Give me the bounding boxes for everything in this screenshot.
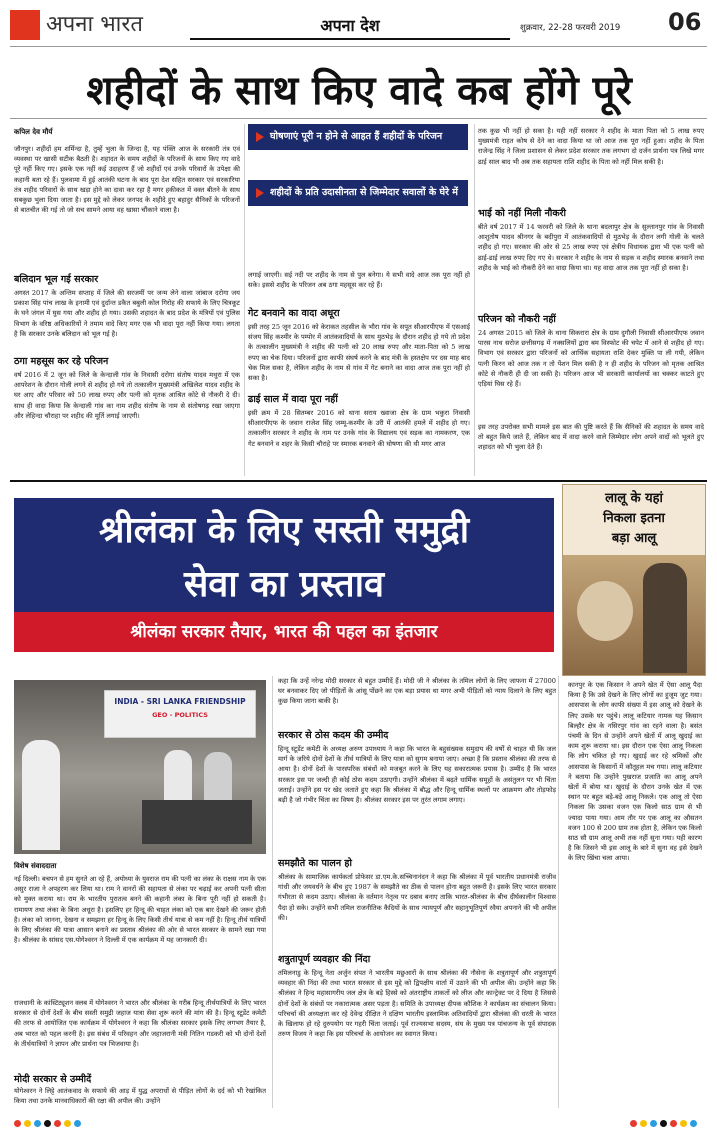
color-dot [660,1120,667,1127]
main-col1-subhead2: ठगा महसूस कर रहे परिजन [14,356,109,367]
color-dot [690,1120,697,1127]
footer-color-dots-right [630,1112,700,1120]
main-col1-subhead1: बलिदान भूल गई सरकार [14,274,99,285]
srilanka-headline-line2: सेवा का प्रस्ताव [183,564,385,605]
main-col1-para1: जौनपुर। शहीदों हम शर्मिन्दा है, तुम्हें भुला के जिन्दा है, यह पंक्ति आज के सरकारी तंत्र एवं व्यवस्था पर खासी सटीक बैठती है। शहादत के समय शहीदों के परिजनों के साथ किए गए वादे पूरे नहीं किए गए। इसके एक नहीं कई उदाहरण हैं जो शहीदों एवं उनके परिवारों के उपेक्षा की कहानी बता रहे हैं। पुलवामा में हुई आतंकी घटना के बाद पूरा देश सहित सरकार एवं सरकारिया तंत्र शहीद परिवारों के साथ खड़ा होने का दावा कर रहा है मगर हकीकत में वक्त बीतने के साथ सबकुछ भुला दिया जाता है। इस मुद्दे को लेकर जनपद के शहीदे हुए बहादुर सैनिकों के परिजनों से बातचीत की गई तो जो सच सामने आया वह खासा चौंकाने वाला है। [14,145,240,215]
story-divider [10,480,707,482]
main-col2-para3: इसी क्रम में 28 सितम्बर 2016 को थाना सराय ख्वाजा क्षेत्र के ग्राम भकुरा निवासी सीआरपीएफ के जवान राजेश सिंह जम्मू-कश्मीर के उरी में आतंकी हमले में शहीद हो गए। तत्कालीन सरकार ने शहीद के नाम पर उनके गांव के विद्यालय एवं सड़क का नामकरण, एक गेट बनवाने व शहर के किसी चौराहे पर स्मारक बनवाने की घोषणा की थी मगर आज [248,409,470,448]
section-title: अपना देश [320,16,380,35]
event-photo [14,680,266,854]
srilanka-col2-para2: हिन्दू स्टूडेंट कमेटी के अध्यक्ष अरुण उपाध्याय ने कहा कि भारत के बहुसंख्यक समुदाय की वर्षों से चाहत थी कि जल मार्ग के जरिये दोनों देशों के तीर्थ यात्रियों के लिए यात्रा को सुगम बनाया जाए। अच्छा है कि प्रस्ताव श्रीलंका की तरफ से आया है। दोनों देशों के पारस्परिक संबंधों को मजबूत करने के लिए यह सकारात्मक प्रयास है। उम्मीद है कि भारत सरकार इस पर जल्दी ही कोई ठोस कदम उठाएगी। उन्होंने श्रीलंका में बढ़ते धार्मिक समूहों के असंतुलन पर भी चिंता जताई। उन्होंने इस पर खेद जताते हुए कहा कि श्रीलंका में बौद्ध और हिन्दू धार्मिक स्थलों पर आक्रमण और तोड़फोड़ बढ़ी है जो गंभीर चिंता का विषय है। श्रीलंका सरकार इस पर तुरंत लगाम लगाए। [278,745,556,805]
srilanka-subhead-banner [14,612,554,652]
color-dot [34,1120,41,1127]
color-dot [670,1120,677,1127]
srilanka-col1-para3: योगेश्वरन ने लिट्टे आतंकवाद के सफाये की आड़ में युद्ध अपराधों से पीड़ित लोगों के दर्द को भी रेखांकित किया तथा उनके मानवाधिकारों की रक्षा की अपील की। उन्होंने [14,1087,266,1106]
srilanka-col2-subhead1: सरकार से ठोस कदम की उम्मीद [278,730,389,741]
aloo-headline [567,489,701,549]
main-col2-subhead1: गेट बनवाने का वादा अधूरा [248,308,340,319]
section-underline [190,38,510,40]
column-rule [558,676,559,1108]
aloo-story-text: कानपुर के एक किसान ने अपने खेत में ऐसा आलू पैदा किया है कि उसे देखने के लिए लोगों का हुजूम जुट गया। आसपास के लोग काफी संख्या में इस आलू को देखने के लिए उसके घर पहुंचे। लालू कटियार नामक यह किसान बिल्हौर क्षेत्र के नसिरपुर गांव का रहने वाला है। बसंत पंचमी के दिन से उन्होंने अपने खेतों में आलू खुदाई का काम शुरू कराया था। इस दौरान एक ऐसा आलू निकला कि लोग चकित हो गए। खुदाई कर रहे श्रमिकों और आसपास के किसानों में कौतूहल मच गया। लालू कटियार ने बताया कि उन्होंने पुखराज प्रजाति का आलू अपने खेतों में बोया था। खुदाई के दौरान उनके खेत में एक स्थान पर बहुत बड़े-बड़े आलू निकले। एक आलू तो ऐसा निकला कि उसका वजन एक किलो साठ ग्राम से भी ज्यादा पाया गया। आम तौर पर एक आलू का औसतन वजन 100 से 200 ग्राम तक होता है, लेकिन एक किलो साठ सौ ग्राम आलू अभी तक नहीं सुना गया। यही कारण है कि जिसने भी इस आलू के बारे में सुना वह इसे देखने के लिए खिंचा चला आया। [568,681,702,863]
column-rule [272,676,273,1108]
color-dot [44,1120,51,1127]
person-figure [204,752,232,800]
main-headline: शहीदों के साथ किए वादे कब होंगे पूरे [86,68,632,114]
color-dot [54,1120,61,1127]
aloo-headline-line1: लालू के यहां [605,491,663,506]
footer-color-dots-left [14,1112,84,1120]
color-dot [630,1120,637,1127]
column-rule [474,124,475,476]
srilanka-headline-line1: श्रीलंका के लिए सस्ती समुद्री [98,510,470,551]
main-col3-para3: 24 अगस्त 2015 को जिले के थाना सिकरारा क्षेत्र के ग्राम दुगौली निवासी सीआरपीएफ जवान पारस नाथ सरोज छत्तीसगढ़ में नक्सलियों द्वारा बम विस्फोट की चपेट में आने से शहीद हो गए। विभाग एवं सरकार द्वारा परिजनों को आर्थिक सहायता राशि देकर मुक्ति पा ली गयी, लेकिन पत्नी किरन को आज तक न तो पेंशन मिल सकी है न ही शहीद के परिजन को मृतक आश्रित कोटे से नौकरी ही दी जा सकी है। परिजन आज भी सरकारी कार्यालयों का चक्कर काटते हुए एड़ियां घिस रहे हैं। [478,329,704,389]
masthead-brand [10,10,172,40]
speaker-figure [22,740,60,850]
srilanka-col2-subhead3: शत्रुतापूर्ण व्यवहार की निंदा [278,954,371,965]
main-col2-subhead2: ढाई साल में वादा पूरा नहीं [248,394,338,405]
podium [142,800,252,844]
main-col1-para3: वर्ष 2016 में 2 जून को जिले के केन्दाली गांव के निवासी दरोगा संतोष यादव मथुरा में एक आपरेशन के दौरान गोली लगने से शहीद हो गये तो तत्कालीन मुख्यमंत्री अखिलेश यादव शहीद के घर आए और परिवार को 50 लाख रुपए और पत्नी को मृतक आश्रित कोटे से नौकरी दे दी। साथ ही वादा किया कि केन्दाली गांव का नाम शहीद संतोष के नाम से संतोषगढ़ रखा जाएगा और लेहिन्दा चौराहा पर शहीद की मूर्ति लगाई जाएगी। [14,371,240,420]
srilanka-col1-subhead: मोदी सरकार से उम्मीदें [14,1074,92,1085]
photo-banner [104,690,256,738]
potato-photo [563,555,705,675]
brand-name: अपना भारत [46,12,143,37]
photo-banner-text2: GEO - POLITICS [152,711,208,719]
srilanka-headline [24,504,544,612]
color-dot [64,1120,71,1127]
dateline: शुक्रवार, 22-28 फरवरी 2019 [520,23,621,33]
page-number: 06 [668,8,702,36]
color-dot [680,1120,687,1127]
aloo-headline-line3: बड़ा आलू [611,531,657,546]
main-col3-subhead2: परिजन को नौकरी नहीं [478,314,556,325]
highlight-bullet-1 [248,124,468,150]
color-dot [74,1120,81,1127]
bullet-arrow-icon [256,132,264,142]
srilanka-col2-para1: कहा कि उन्हें नरेन्द्र मोदी सरकार से बहुत उम्मीदें हैं। मोदी जी ने श्रीलंका के तमिल लोगों के लिए जाफना में 27000 घर बनवाकर दिए जो पीड़ितों के आंसू पोंछने का एक बड़ा प्रयास था मगर अभी पीड़ितों को न्याय दिलाने के लिए बहुत कुछ किया जाना बाकी है। [278,677,556,706]
color-dot [640,1120,647,1127]
column-rule [244,124,245,476]
person-figure [164,750,192,800]
main-byline: कपिल देव मौर्य [14,128,53,136]
brand-logo-box [10,10,40,40]
color-dot [14,1120,21,1127]
aloo-headline-line2: निकला इतना [603,511,665,526]
farmer-figure [643,563,687,673]
srilanka-col1-para1: नई दिल्ली। बचपन से हम सुनते आ रहे हैं, अयोध्या के युवराज राम की पत्नी का लंका के राक्षस नाम के एक असुर राजा ने अपहरण कर लिया था। राम ने वानरों की सहायता से लंका पर चढ़ाई कर अपनी पत्नी सीता को मुक्त कराया था। राम के भारतीय पुरातत्व बनने की कहानी लंका के बिना पूरी नहीं हो सकती है। रामायण तथा लंका के बिना अधूरा है। इसलिए हर हिन्दू की चाहत लंका को एक बार देखने की जरूर होती है। लंका को जानना, देखना व समझना हर हिन्दू के लिए किसी तीर्थ यात्रा से कम नहीं है। हिन्दू तीर्थ यात्रियों के लिए श्रीलंका की यात्रा आसान बनाने का प्रस्ताव श्रीलंका की ओर से भारत सरकार के सामने रखा गया है। श्रीलंका के सांसद एस.योगेश्वरन ने दिल्ली में एक कार्यक्रम में यह जानकारी दी। [14,875,266,945]
header-divider [10,46,707,47]
srilanka-subhead: श्रीलंका सरकार तैयार, भारत की पहल का इंतजार [130,622,438,642]
main-col3-subhead1: भाई को नहीं मिली नौकरी [478,208,566,219]
color-dot [650,1120,657,1127]
srilanka-col2-para3: श्रीलंका के सामाजिक कार्यकर्ता प्रोफेसर डा.एम.के.सच्चिनानंदन ने कहा कि श्रीलंका में पूर्व भारतीय प्रधानमंत्री राजीव गांधी और जयवर्धने के बीच हुए 1987 के समझौते का ठीक से पालन होना बहुत जरूरी है। इसके लिए भारत सरकार गंभीरता से कदम उठाए। श्रीलंका के वर्तमान नेतृत्व पर दबाव बनाए ताकि भारत-श्रीलंका के बीच दीर्घकालीन विश्वास पैदा हो सके। उन्होंने सभी तमिल राजनीतिक कैदियों के साथ न्यायपूर्ण और सहानुभूतिपूर्ण रवैया अपनाने की भी अपील की। [278,873,556,922]
main-col3-para4: इस तरह उपरोक्त सभी मामले इस बात की पुष्टि करते हैं कि सैनिकों की शहादत के समय वादे तो बहुत किये जाते हैं, लेकिन बाद में वादा करने वाले जिम्मेदार लोग अपने वादों को भूलते हुए शहादत को भी भुला देते हैं। [478,423,704,452]
aloo-story-box [562,484,706,676]
main-col2-para2: इसी तरह 25 जून 2016 को केराकत तहसील के भौरा गांव के सपूत सीआरपीएफ में एसआई संजय सिंह कश्मीर के पम्पोर में आतंकवादियों के साथ मुठभेड़ के दौरान शहीद हो गये तो प्रदेश के तत्कालीन मुख्यमंत्री ने शहीद की पत्नी को 20 लाख रुपए और माता-पिता को 5 लाख रुपए का चेक दिया। परिजनों द्वारा काफी संघर्ष करने के बाद मंत्री के हस्तक्षेप पर दस माह बाद चेक मिल सका है, लेकिन शहीद के नाम से गांव में गेट बनाने का वादा आज तक पूरा नहीं हो सका है। [248,323,470,383]
main-col3-para2: बीते वर्ष 2017 में 14 फरवरी को जिले के थाना बदलापुर क्षेत्र के सुल्तानपुर गांव के निवासी आशुतोष यादव श्रीनगर के बदीपुरा में आतंकवादियों से मुठभेड़ के दौरान लगी गोली के चलते शहीद हो गए। सरकार की ओर से 25 लाख रुपए एवं क्षेत्रीय विधायक द्वारा भी एक पत्नी को ढाई-ढाई लाख रुपए दिए गए थे। सरकार ने शहीद के नाम से सड़क व शहीद स्मारक बनवाने तथा शहीद के भाई को नौकरी देने का वादा किया था। यह वादा आज तक पूरा नहीं हो सका है। [478,223,704,272]
main-col2-para1: लगाई जाएगी। सई नदी पर शहीद के नाम से पुल बनेगा। ये सभी वादे आज तक पूरा नहीं हो सके। इससे शहीद के परिजन अब ठगा महसूस कर रहे हैं। [248,271,470,290]
main-col3-para1: तक कुछ भी नहीं हो सका है। यही नहीं सरकार ने शहीद के माता पिता को 5 लाख रुपए मुख्यमंत्री राहत कोष से देने का वादा किया था जो आज तक पूरा नहीं हुआ। शहीद के पिता राजेन्द्र सिंह ने जिला प्रशासन से लेकर प्रदेश सरकार तक लगभग दो दर्जन प्रार्थना पत्र लिखे मगर ढाई साल बाद भी अब तक सहायता राशि शहीद के पिता को नहीं मिल सकी है। [478,127,704,166]
highlight-bullet-2 [248,180,468,206]
srilanka-col2-para4: तमिलनाडु के हिन्दू नेता अर्जुन संपत ने भारतीय मछुआरों के साथ श्रीलंका की नौसेना के शत्रुतापूर्ण और शत्रुतापूर्ण व्यवहार की निंदा की तथा भारत सरकार से इस मुद्दे को द्विपक्षीय वार्ता में उठाने की भी अपील की। उन्होंने कहा कि श्रीलंका ने हिन्द महासागरीय जल क्षेत्र के बड़े हिस्से को अंतराष्ट्रीय ताकतों को लीज और कान्ट्रेक्ट पर दे दिया है जिससे दोनों देशों के संबंधों पर नकारात्मक असर पड़ता है। समिति के उपाध्यक्ष दीपक कौशिक ने कार्यक्रम का संचालन किया। परिचर्चा की अध्यक्षता कर रहे देवेन्द्र दीक्षित ने दक्षिण भारतीय इस्लामिक अतिवादियों द्वारा श्रीलंका की धरती के भारत के खिलाफ हो रहे दुरुपयोग पर गहरी चिंता जताई। पूर्व राज्यसभा सदस्य, संघ के मुख्य पत्र पांचजन्य के पूर्व संपादक तरुण विजय ने कहा कि इस परिचर्चा के आयोजन का स्वागत किया। [278,969,556,1039]
highlight-text-1: घोषणाएं पूरी न होने से आहत हैं शहीदों के परिजन [270,131,443,142]
main-col1-para2: अगस्त 2017 के अन्तिम सप्ताह में जिले की सरजमीं पर जन्म लेने वाला जांबाज दरोगा जय प्रकाश सिंह पांच लाख के इनामी एवं दुर्दान्त डकैत बबुली कोल गिरोह की सफाये के लिए चित्रकूट के घने जंगल में घुस गया और शहीद हो गया। उसकी शहादत के बाद प्रदेश के मंत्रियों एवं पुलिस विभाग के वरिष्ठ अधिकारियों ने तमाम वादे किए मगर एक भी वादा पूरा नहीं किया गया। लगता है कि सरकार उनके बलिदान को भूल गई है। [14,289,240,338]
photo-banner-text: INDIA - SRI LANKA FRIENDSHIP [114,697,246,706]
highlight-text-2: शहीदों के प्रति उदासीनता से जिम्मेदार सवालों के घेरे में [270,187,458,198]
srilanka-byline: विशेष संवाददाता [14,862,57,870]
headline-divider [10,118,707,119]
color-dot [24,1120,31,1127]
srilanka-col2-subhead2: समझौते का पालन हो [278,858,352,869]
bullet-arrow-icon [256,188,264,198]
potato-image [577,581,633,641]
srilanka-col1-para2: राजधानी के कांस्टिट्यूशन क्लब में योगेश्वरन ने भारत और श्रीलंका के गरीब हिन्दू तीर्थयात्रियों के लिए भारत सरकार से दोनों देशों के बीच सस्ती समुद्री जहाज यात्रा सेवा शुरू करने की मांग की है। हिन्दू स्टूडेंट कमेटी की तरफ से आयोजित एक कार्यक्रम में योगेश्वरन ने कहा कि श्रीलंका सरकार इसके लिए लगभग तैयार है, अब भारत को पहल करनी है। इस संबंध में परिवहन और जहाजरानी मंत्री नितिन गडकरी को भी दोनों देशों के तीर्थयात्रियों ने ज्ञापन और प्रार्थना पत्र भिजवाया है। [14,999,266,1048]
